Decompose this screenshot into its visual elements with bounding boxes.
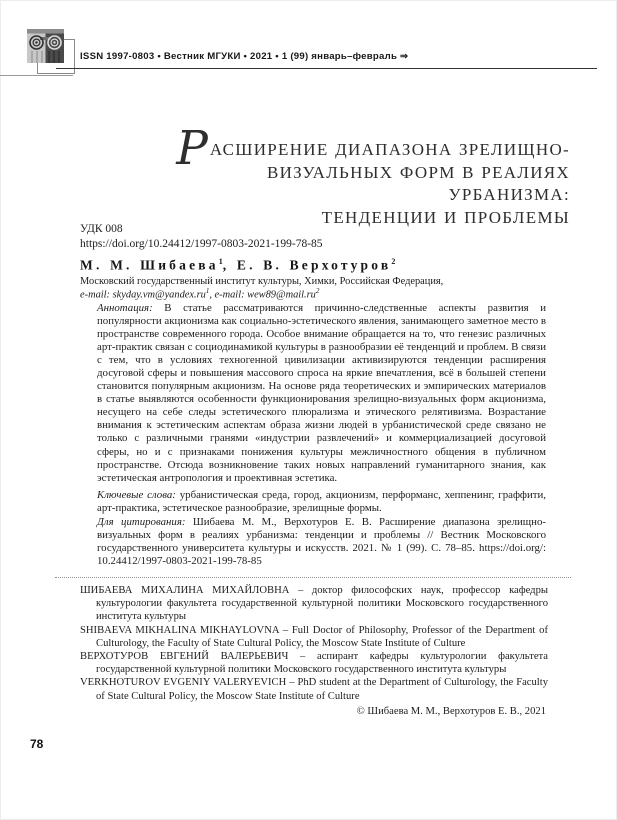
header-rule xyxy=(56,68,597,69)
citation-paragraph xyxy=(97,516,546,568)
email-1: e-mail: skyday.vm@yandex.ru xyxy=(80,289,206,301)
keywords-label: Ключевые слова: xyxy=(97,489,176,501)
authors-line xyxy=(80,257,395,274)
title-line-1-text: АСШИРЕНИЕ ДИАПАЗОНА ЗРЕЛИЩНО- xyxy=(209,140,570,159)
authors-separator: , xyxy=(222,257,237,273)
column-capital-logo-icon xyxy=(27,29,64,63)
title-line-1 xyxy=(140,121,570,176)
abstract-label: Аннотация: xyxy=(97,302,153,314)
logo-rule xyxy=(0,75,73,76)
email-2-sup: 2 xyxy=(315,287,320,295)
author-1-sup: 1 xyxy=(218,257,223,266)
affiliation-line: Московский государственный институт культуры, Химки, Российская Федерация, xyxy=(80,276,444,287)
title-line-2: ВИЗУАЛЬНЫХ ФОРМ В РЕАЛИЯХ УРБАНИЗМА: xyxy=(266,162,570,204)
dotted-separator xyxy=(55,577,571,578)
author-2-sup: 2 xyxy=(391,257,396,266)
citation-text: Шибаева М. М., Верхотуров Е. В. Расширение диапазона зрелищно-визуальных форм в реалиях урбанизма: тенденции и проблемы // Вестник Московского государственного университета культуры и искусств. 2021. № 1 (99). С. 78–85. https://doi.org/: 10.24412/1997-0803-2021-199-78-85 xyxy=(97,516,546,568)
citation-label: Для цитирования: xyxy=(97,516,186,528)
title-line-3: ТЕНДЕНЦИИ И ПРОБЛЕМЫ xyxy=(321,207,570,227)
page-number: 78 xyxy=(30,737,44,751)
copyright-line: © Шибаева М. М., Верхотуров Е. В., 2021 xyxy=(356,706,546,717)
bio-shibaeva-ru: ШИБАЕВА МИХАЛИНА МИХАЙЛОВНА – доктор философских наук, профессор кафедры культурологии факультета государственной культурной политики Московского государственного института культуры xyxy=(80,585,548,623)
bio-verkhoturov-ru: ВЕРХОТУРОВ ЕВГЕНИЙ ВАЛЕРЬЕВИЧ – аспирант кафедры культурологии факультета государственной культурной политики Московского государственного института культуры xyxy=(80,651,548,676)
udc-code: УДК 008 xyxy=(80,223,123,235)
keywords-paragraph xyxy=(97,489,546,515)
email-1-sup: 1 xyxy=(205,287,210,295)
abstract-text: В статье рассматриваются причинно-следственные аспекты развития и популярности акционизма как социально-эстетического явления, занимающего заметное место в пространстве современного города. Особое внимание обращается на то, что генезис различных арт-практик связан с социодинамикой культуры в разнообразии её тенденций и проблем. В связи с тем, что в условиях техногенной цивилизации активизируются тенденции расширения досуговой сферы и повышения массового спроса на яркие впечатления, всё в большей степени становится популярным акционизм. На основе ряда теоретических и эмпирических материалов в статье выявляются особенности функционирования зрелищно-визуальных форм акционизма, несущего на себе следы эстетического плюрализма и этического релятивизма. Возрастание внимания к эстетическим аспектам образа жизни людей в урбанистической среде связано не только с различными гранями «индустрии развлечений» и коммерциализацией досуговой сферы, но и с признаками понижения культуры межличностного общения в публичном пространстве. Отсюда возникновение таких новых направлений гуманитарного знания, как эстетическая антропология и проективная эстетика. xyxy=(97,302,546,484)
journal-issue-line: ISSN 1997-0803 • Вестник МГУКИ • 2021 • 1 (99) январь–февраль ⇒ xyxy=(80,51,409,62)
author-1-name: М. М. Шибаева xyxy=(80,257,219,273)
emails-line xyxy=(80,287,319,300)
doi-link: https://doi.org/10.24412/1997-0803-2021-199-78-85 xyxy=(80,238,323,250)
article-title xyxy=(140,121,570,229)
title-dropcap: Р xyxy=(176,121,208,176)
email-2: , e-mail: wew89@mail.ru xyxy=(209,289,316,301)
bio-shibaeva-en: SHIBAEVA MIKHALINA MIKHAYLOVNA – Full Doctor of Philosophy, Professor of the Department of Culturology, the Faculty of State Cultural Policy, the Moscow State Institute of Culture xyxy=(80,624,548,649)
bio-verkhoturov-en: VERKHOTUROV EVGENIY VALERYEVICH – PhD student at the Department of Culturology, the Faculty of State Cultural Policy, the Moscow State Institute of Culture xyxy=(80,677,548,702)
author-bios xyxy=(80,584,548,703)
author-2-name: Е. В. Верхотуров xyxy=(236,257,392,273)
keywords-text: урбанистическая среда, город, акционизм, перформанс, хеппенинг, граффити, арт-практика, эстетическое разнообразие, зрелищные формы. xyxy=(97,489,546,515)
abstract-paragraph xyxy=(97,302,546,485)
